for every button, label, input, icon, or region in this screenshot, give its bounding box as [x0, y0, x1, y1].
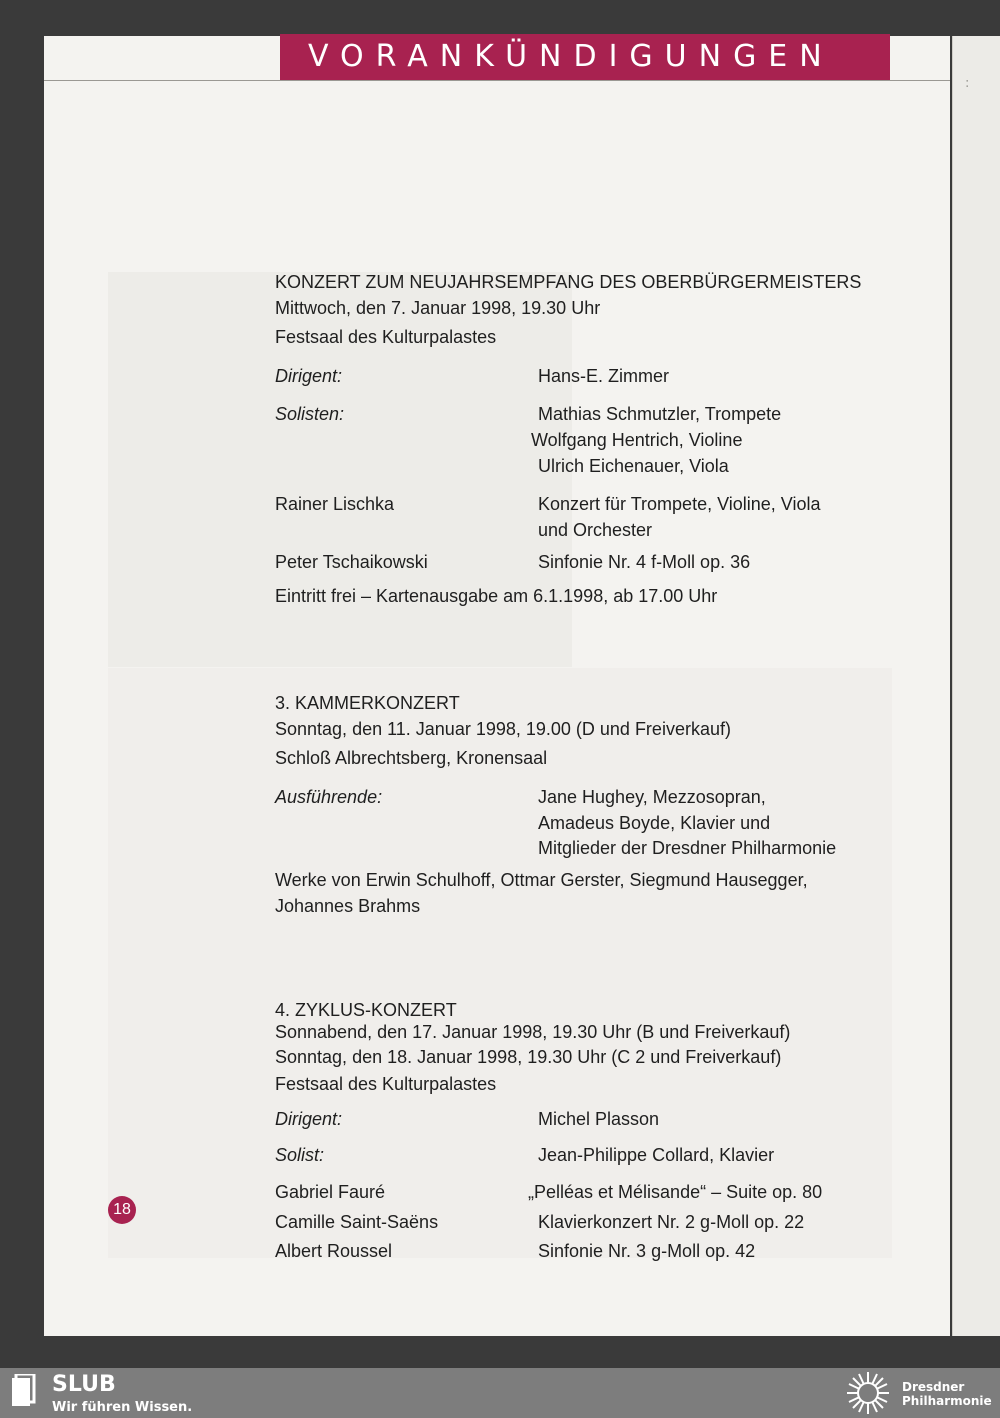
composer-name: Rainer Lischka [275, 494, 395, 514]
library-name: SLUB [52, 1372, 116, 1397]
performer-line: Amadeus Boyde, Klavier und [538, 813, 771, 833]
event-date: Sonntag, den 18. Januar 1998, 19.30 Uhr (C 2 und Freiverkauf) [275, 1047, 782, 1067]
soloist-line: Wolfgang Hentrich, Violine [531, 430, 743, 450]
event-title: 3. KAMMERKONZERT [275, 693, 460, 713]
philharmonie-sun-logo-icon [842, 1370, 894, 1416]
section-header: VORANKÜNDIGUNGEN [280, 34, 890, 80]
composer-name: Camille Saint-Saëns [275, 1212, 439, 1232]
works-text: Johannes Brahms [275, 896, 421, 916]
conductor-name: Hans-E. Zimmer [538, 366, 670, 386]
adjacent-page-edge [952, 36, 1000, 1336]
work-title: Klavierkonzert Nr. 2 g-Moll op. 22 [538, 1212, 805, 1232]
event-venue: Festsaal des Kulturpalastes [275, 1074, 497, 1094]
soloist-line: Mathias Schmutzler, Trompete [538, 404, 782, 424]
orchestra-name [902, 1380, 992, 1408]
admission-note: Eintritt frei – Kartenausgabe am 6.1.1998, ab 17.00 Uhr [275, 586, 718, 606]
event-venue: Schloß Albrechtsberg, Kronensaal [275, 748, 548, 768]
event-date: Sonnabend, den 17. Januar 1998, 19.30 Uhr (B und Freiverkauf) [275, 1022, 791, 1042]
composer-name: Gabriel Fauré [275, 1182, 386, 1202]
adjacent-page-mark: : [965, 76, 970, 91]
page-number-badge: 18 [108, 1196, 136, 1224]
soloists-label: Solisten: [275, 404, 345, 424]
soloist-line: Ulrich Eichenauer, Viola [538, 456, 729, 476]
event-title: 4. ZYKLUS-KONZERT [275, 1000, 457, 1020]
event-date: Sonntag, den 11. Januar 1998, 19.00 (D und Freiverkauf) [275, 719, 731, 739]
performer-line: Jane Hughey, Mezzosopran, [538, 787, 766, 807]
soloist-label: Solist: [275, 1145, 325, 1165]
event-date: Mittwoch, den 7. Januar 1998, 19.30 Uhr [275, 298, 601, 318]
work-title: „Pelléas et Mélisande“ – Suite op. 80 [528, 1182, 823, 1202]
event-title: KONZERT ZUM NEUJAHRSEMPFANG DES OBERBÜRGERMEISTERS [275, 272, 862, 292]
performer-line: Mitglieder der Dresdner Philharmonie [538, 838, 837, 858]
work-title: und Orchester [538, 520, 653, 540]
conductor-name: Michel Plasson [538, 1109, 660, 1129]
slub-logo-icon [12, 1374, 40, 1408]
soloist-name: Jean-Philippe Collard, Klavier [538, 1145, 775, 1165]
orchestra-name-line: Philharmonie [902, 1394, 992, 1408]
performers-label: Ausführende: [275, 787, 383, 807]
work-title: Sinfonie Nr. 4 f-Moll op. 36 [538, 552, 751, 572]
works-text: Werke von Erwin Schulhoff, Ottmar Gerster, Siegmund Hausegger, [275, 870, 808, 890]
orchestra-name-line: Dresdner [902, 1380, 965, 1394]
composer-name: Peter Tschaikowski [275, 552, 428, 572]
conductor-label: Dirigent: [275, 1109, 343, 1129]
library-tagline: Wir führen Wissen. [52, 1400, 193, 1415]
work-title: Sinfonie Nr. 3 g-Moll op. 42 [538, 1241, 756, 1261]
header-rule [44, 80, 950, 81]
work-title: Konzert für Trompete, Violine, Viola [538, 494, 821, 514]
composer-name: Albert Roussel [275, 1241, 393, 1261]
event-venue: Festsaal des Kulturpalastes [275, 327, 497, 347]
conductor-label: Dirigent: [275, 366, 343, 386]
